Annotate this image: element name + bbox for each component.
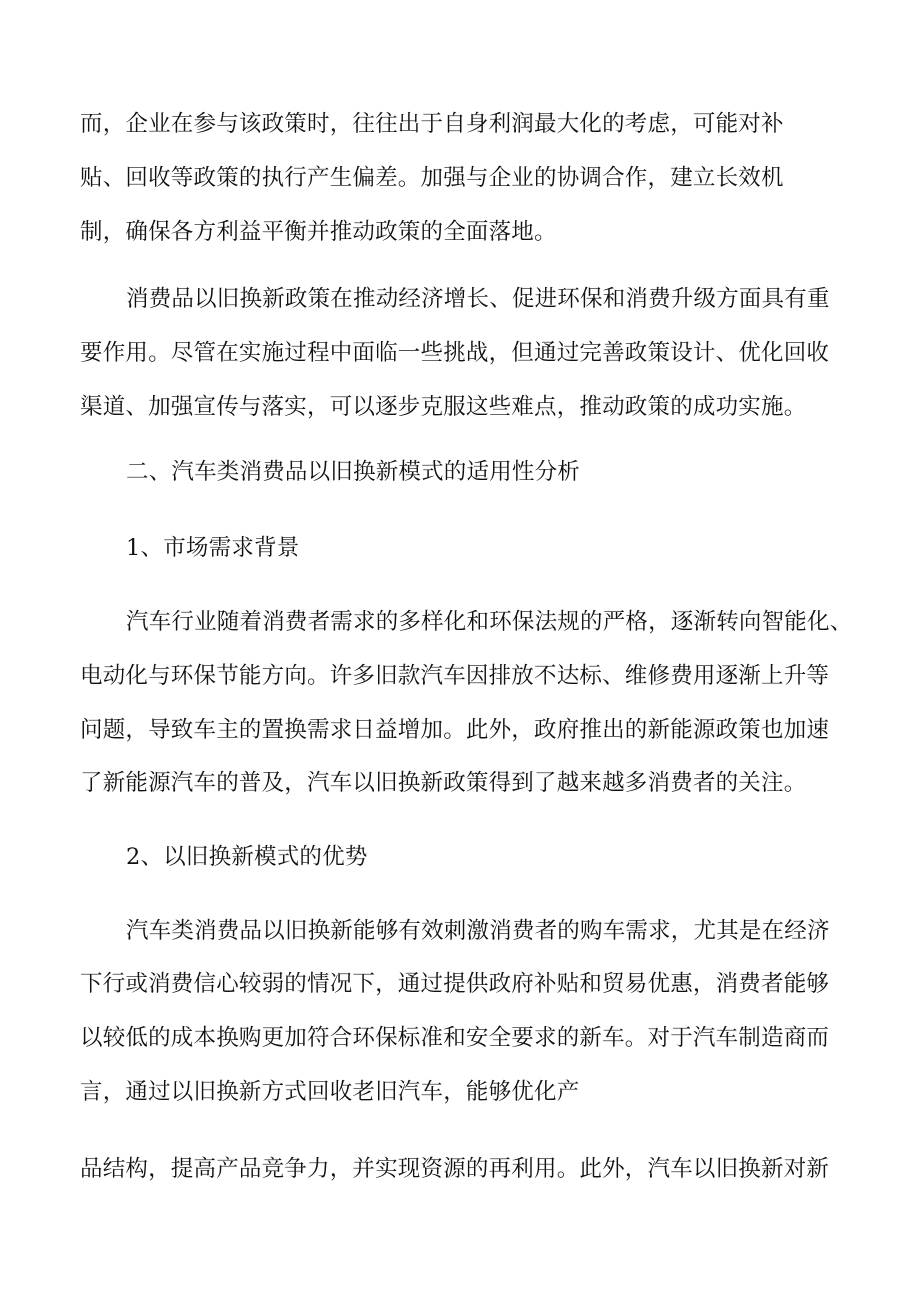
para-market-demand-line-4: 了新能源汽车的普及，汽车以旧换新政策得到了越来越多消费者的关注。 xyxy=(80,770,807,796)
para-market-demand-line-1: 汽车行业随着消费者需求的多样化和环保法规的严格，逐渐转向智能化、 xyxy=(126,609,853,635)
para-policy-summary-line-2: 要作用。尽管在实施过程中面临一些挑战，但通过完善政策设计、优化回收 xyxy=(80,340,830,366)
para-continuation-line-1: 品结构，提高产品竞争力，并实现资源的再利用。此外，汽车以旧换新对新 xyxy=(80,1156,830,1182)
para-advantages-line-4: 言，通过以旧换新方式回收老旧汽车，能够优化产 xyxy=(80,1079,580,1105)
para-advantages-line-2: 下行或消费信心较弱的情况下，通过提供政府补贴和贸易优惠，消费者能够 xyxy=(80,971,830,997)
para-enterprise-cooperation-line-3: 制，确保各方利益平衡并推动政策的全面落地。 xyxy=(80,219,557,245)
subheading-advantages: 2、以旧换新模式的优势 xyxy=(126,844,368,870)
para-advantages-line-1: 汽车类消费品以旧换新能够有效刺激消费者的购车需求，尤其是在经济 xyxy=(126,918,830,944)
para-enterprise-cooperation-line-1: 而，企业在参与该政策时，往往出于自身利润最大化的考虑，可能对补 xyxy=(80,111,784,137)
subheading-market-demand: 1、市场需求背景 xyxy=(126,535,300,561)
para-advantages-line-3: 以较低的成本换购更加符合环保标准和安全要求的新车。对于汽车制造商而 xyxy=(80,1025,830,1051)
para-market-demand-line-2: 电动化与环保节能方向。许多旧款汽车因排放不达标、维修费用逐渐上升等 xyxy=(80,663,830,689)
para-market-demand-line-3: 问题，导致车主的置换需求日益增加。此外，政府推出的新能源政策也加速 xyxy=(80,717,830,743)
para-policy-summary-line-1: 消费品以旧换新政策在推动经济增长、促进环保和消费升级方面具有重 xyxy=(126,286,830,312)
para-policy-summary-line-3: 渠道、加强宣传与落实，可以逐步克服这些难点，推动政策的成功实施。 xyxy=(80,394,807,420)
para-enterprise-cooperation-line-2: 贴、回收等政策的执行产生偏差。加强与企业的协调合作，建立长效机 xyxy=(80,165,784,191)
section-heading-2: 二、汽车类消费品以旧换新模式的适用性分析 xyxy=(126,459,581,485)
